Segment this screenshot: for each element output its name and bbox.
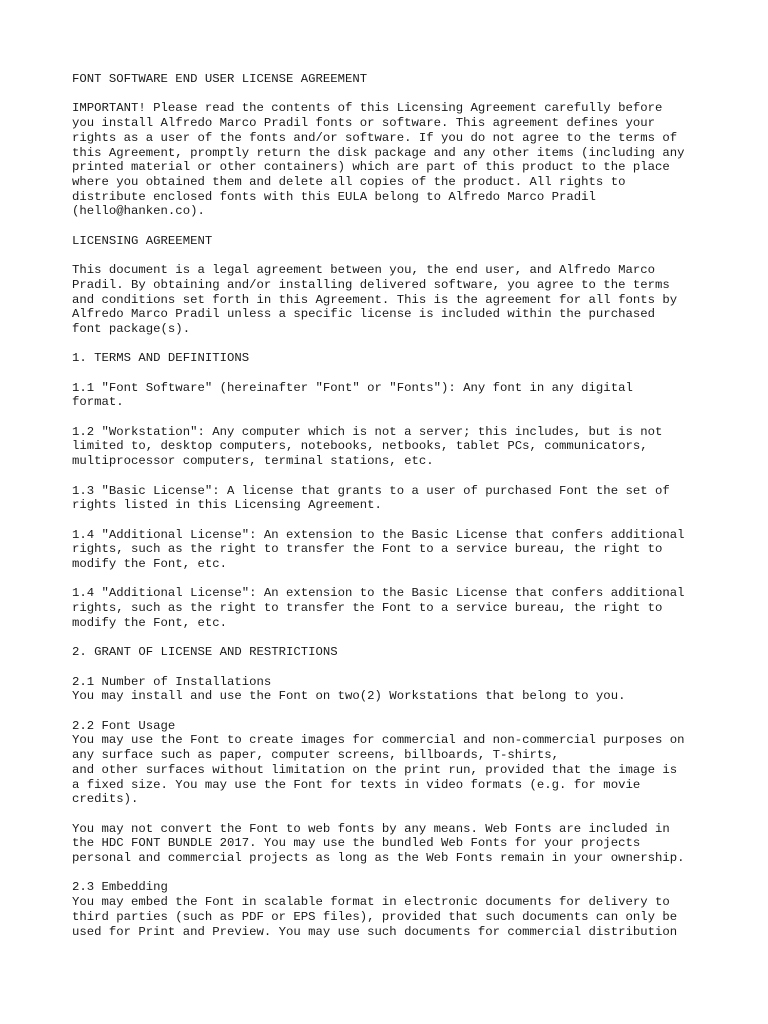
text-line: You may use the Font to create images for commercial and non-commercial purposes on [72,733,685,748]
text-line: You may not convert the Font to web fonts by any means. Web Fonts are included in [72,821,670,836]
text-line: You may embed the Font in scalable format in electronic documents for delivery to [72,895,670,910]
text-line: 1.1 "Font Software" (hereinafter "Font" or "Fonts"): Any font in any digital [72,380,633,395]
text-line: rights as a user of the fonts and/or software. If you do not agree to the terms of [72,130,678,145]
text-line: format. [72,395,124,410]
text-line: 1.4 "Additional License": An extension to the Basic License that confers additional [72,586,685,601]
text-line: Alfredo Marco Pradil unless a specific license is included within the purchased [72,307,655,322]
document-title [72,72,712,87]
definition-1-1 [72,381,712,410]
text-line: (hello@hanken.co). [72,204,205,219]
text-line: printed material or other containers) which are part of this product to the place [72,160,670,175]
clause-2-2 [72,719,712,807]
clause-2-3 [72,880,712,939]
text-line: third parties (such as PDF or EPS files), provided that such documents can only be [72,909,678,924]
text-line: the HDC FONT BUNDLE 2017. You may use the bundled Web Fonts for your projects [72,836,641,851]
section-heading-grant [72,645,712,660]
definition-1-4 [72,528,712,572]
text-line: modify the Font, etc. [72,557,227,572]
text-line: distribute enclosed fonts with this EULA belong to Alfredo Marco Pradil [72,189,596,204]
clause-2-2-web-fonts [72,822,712,866]
text-line: personal and commercial projects as long as the Web Fonts remain in your ownership. [72,851,685,866]
text-line: a fixed size. You may use the Font for texts in video formats (e.g. for movie [72,777,641,792]
text-line: limited to, desktop computers, notebooks, netbooks, tablet PCs, communicators, [72,439,648,454]
text-line: used for Print and Preview. You may use such documents for commercial distribution [72,924,678,939]
text-line: 1. TERMS AND DEFINITIONS [72,351,250,366]
definition-1-3 [72,484,712,513]
text-line: any surface such as paper, computer screens, billboards, T-shirts, [72,748,560,763]
text-line: and conditions set forth in this Agreement. This is the agreement for all fonts by [72,292,678,307]
text-line: Pradil. By obtaining and/or installing delivered software, you agree to the terms [72,277,670,292]
text-line: you install Alfredo Marco Pradil fonts or software. This agreement defines your [72,116,655,131]
definition-1-4-repeat [72,586,712,630]
text-line: IMPORTANT! Please read the contents of this Licensing Agreement carefully before [72,101,663,116]
text-line: You may install and use the Font on two(2) Workstations that belong to you. [72,689,626,704]
text-line: rights, such as the right to transfer the Font to a service bureau, the right to [72,601,663,616]
text-line: this Agreement, promptly return the disk package and any other items (including any [72,145,685,160]
text-line: 2.1 Number of Installations [72,674,272,689]
text-line: multiprocessor computers, terminal stations, etc. [72,454,434,469]
text-line: 2.2 Font Usage [72,718,176,733]
text-line: where you obtained them and delete all copies of the product. All rights to [72,174,626,189]
text-line: 1.3 "Basic License": A license that grants to a user of purchased Font the set of [72,483,670,498]
text-line: font package(s). [72,321,191,336]
document-page [72,72,712,954]
text-line: credits). [72,792,139,807]
text-line: and other surfaces without limitation on the print run, provided that the image is [72,762,678,777]
text-line: LICENSING AGREEMENT [72,233,213,248]
section-heading-licensing-agreement [72,234,712,249]
text-line: modify the Font, etc. [72,615,227,630]
text-line: rights listed in this Licensing Agreement. [72,498,382,513]
text-line: 1.2 "Workstation": Any computer which is not a server; this includes, but is not [72,424,663,439]
text-line: FONT SOFTWARE END USER LICENSE AGREEMENT [72,72,368,86]
text-line: 2.3 Embedding [72,880,168,895]
important-notice [72,101,712,219]
text-line: This document is a legal agreement between you, the end user, and Alfredo Marco [72,263,655,278]
clause-2-1 [72,675,712,704]
text-line: 2. GRANT OF LICENSE AND RESTRICTIONS [72,645,338,660]
definition-1-2 [72,425,712,469]
section-heading-terms [72,351,712,366]
text-line: rights, such as the right to transfer the Font to a service bureau, the right to [72,542,663,557]
licensing-agreement-text [72,263,712,337]
text-line: 1.4 "Additional License": An extension to the Basic License that confers additional [72,527,685,542]
